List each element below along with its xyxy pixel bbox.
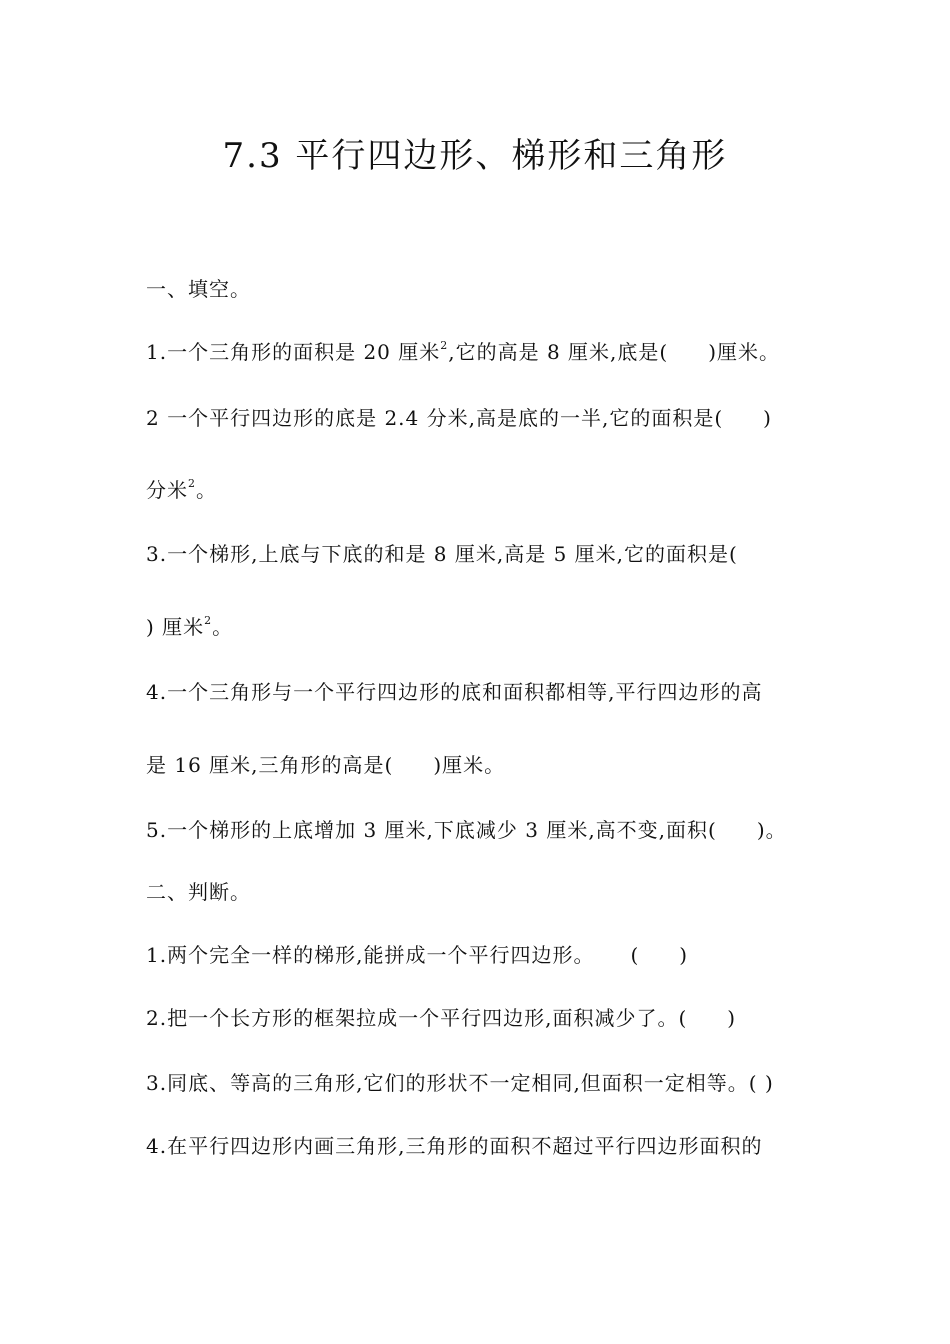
fill-question-1 bbox=[146, 336, 780, 365]
judge-question-2 bbox=[146, 1002, 736, 1031]
fill-q3-text-c: 。 bbox=[212, 615, 234, 639]
page-title: 7.3 平行四边形、梯形和三角形 bbox=[222, 136, 728, 176]
fill-q4-text-a: 是 16 厘米,三角形的高是( bbox=[146, 753, 394, 777]
fill-question-2-line-2 bbox=[146, 474, 217, 503]
fill-q1-text-b: ,它的高是 8 厘米,底是( bbox=[448, 340, 669, 364]
fill-question-5 bbox=[146, 814, 787, 843]
fill-q3-superscript: 2 bbox=[204, 614, 213, 627]
judge-q2-text: 2.把一个长方形的框架拉成一个平行四边形,面积减少了。( bbox=[146, 1006, 688, 1030]
fill-q3-text-b: ) 厘米 bbox=[146, 615, 205, 639]
fill-q2-superscript: 2 bbox=[188, 477, 196, 490]
fill-q1-superscript: 2 bbox=[440, 339, 449, 352]
fill-q2-text-a: 2 一个平行四边形的底是 2.4 分米,高是底的一半,它的面积是( bbox=[146, 406, 724, 430]
fill-q2-text-c: 。 bbox=[196, 478, 217, 502]
fill-question-2-line-1 bbox=[146, 402, 772, 431]
fill-question-3-line-1 bbox=[146, 538, 738, 567]
judge-q1-text: 1.两个完全一样的梯形,能拼成一个平行四边形。 bbox=[146, 943, 595, 967]
fill-q1-text-c: )厘米。 bbox=[708, 340, 781, 364]
section-heading-judge: 二、判断。 bbox=[146, 880, 251, 904]
fill-question-4-line-2 bbox=[146, 749, 505, 778]
fill-q3-text-a: 3.一个梯形,上底与下底的和是 8 厘米,高是 5 厘米,它的面积是( bbox=[146, 542, 738, 566]
judge-question-4: 4.在平行四边形内画三角形,三角形的面积不超过平行四边形面积的 bbox=[146, 1134, 763, 1158]
fill-q5-text-b: )。 bbox=[756, 818, 787, 842]
judge-q2-paren-close: ) bbox=[727, 1006, 737, 1030]
fill-q2-text-b: 分米 bbox=[146, 478, 188, 502]
fill-question-4-line-1: 4.一个三角形与一个平行四边形的底和面积都相等,平行四边形的高 bbox=[146, 680, 763, 704]
judge-q1-paren-open: ( bbox=[630, 943, 640, 967]
judge-question-1 bbox=[146, 939, 688, 968]
fill-question-3-line-2 bbox=[146, 611, 233, 640]
judge-q1-paren-close: ) bbox=[679, 943, 689, 967]
fill-q1-text-a: 1.一个三角形的面积是 20 厘米 bbox=[146, 340, 441, 364]
fill-q2-paren-close: ) bbox=[763, 406, 772, 430]
fill-q4-text-b: )厘米。 bbox=[433, 753, 506, 777]
fill-q5-text-a: 5.一个梯形的上底增加 3 厘米,下底减少 3 厘米,高不变,面积( bbox=[146, 818, 717, 842]
judge-question-3: 3.同底、等高的三角形,它们的形状不一定相同,但面积一定相等。( ) bbox=[146, 1071, 774, 1095]
section-heading-fill-blank: 一、填空。 bbox=[146, 277, 251, 301]
